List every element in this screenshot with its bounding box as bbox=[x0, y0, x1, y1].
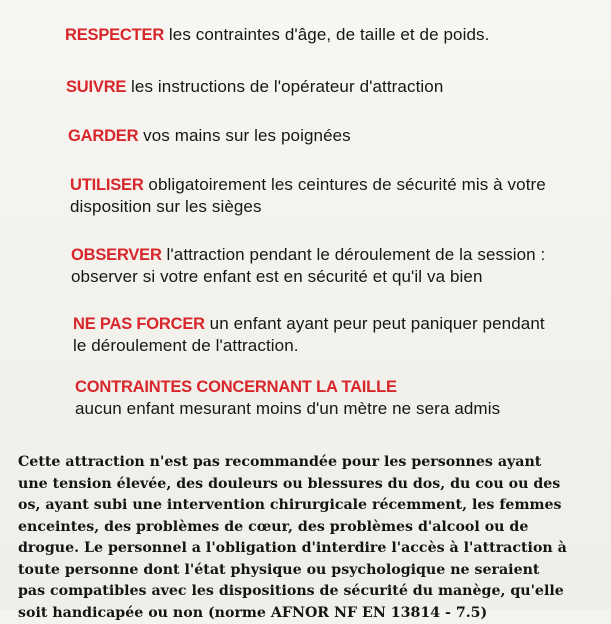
rule-line bbox=[75, 376, 500, 398]
rule-text-continued: le déroulement de l'attraction. bbox=[73, 335, 545, 356]
warning-line: Cette attraction n'est pas recommandée pour les personnes ayant bbox=[18, 452, 608, 474]
warning-line: toute personne dont l'état physique ou psychologique ne seraient bbox=[18, 560, 608, 582]
rule-line bbox=[68, 125, 351, 147]
rule-line bbox=[65, 24, 489, 46]
rule-keyword: RESPECTER bbox=[65, 26, 164, 44]
rule-line bbox=[66, 76, 443, 98]
rule-text: un enfant ayant peur peut paniquer pendant bbox=[205, 314, 545, 333]
rule-suivre bbox=[66, 76, 443, 98]
rule-text-continued: observer si votre enfant est en sécurité et qu'il va bien bbox=[71, 266, 545, 287]
warning-line: pas compatibles avec les dispositions de sécurité du manège, qu'elle bbox=[18, 581, 608, 603]
rule-text: vos mains sur les poignées bbox=[138, 126, 350, 145]
rule-text-continued: disposition sur les sièges bbox=[70, 196, 546, 217]
rule-keyword: CONTRAINTES CONCERNANT LA TAILLE bbox=[75, 378, 397, 396]
rule-observer bbox=[71, 244, 545, 287]
rule-contraintes-taille bbox=[75, 376, 500, 419]
rule-line bbox=[71, 244, 545, 266]
rule-text: les contraintes d'âge, de taille et de poids. bbox=[164, 25, 489, 44]
rule-keyword: GARDER bbox=[68, 127, 138, 145]
warning-line: soit handicapée ou non (norme AFNOR NF EN 13814 - 7.5) bbox=[18, 603, 608, 624]
warning-line: drogue. Le personnel a l'obligation d'interdire l'accès à l'attraction à bbox=[18, 538, 608, 560]
rule-text: obligatoirement les ceintures de sécurité mis à votre bbox=[144, 175, 546, 194]
rule-text-continued: aucun enfant mesurant moins d'un mètre ne sera admis bbox=[75, 398, 500, 419]
rule-utiliser bbox=[70, 174, 546, 217]
rule-respecter bbox=[65, 24, 489, 46]
rule-line bbox=[70, 174, 546, 196]
warning-line: os, ayant subi une intervention chirurgicale récemment, les femmes bbox=[18, 495, 608, 517]
warning-line: enceintes, des problèmes de cœur, des problèmes d'alcool ou de bbox=[18, 517, 608, 539]
warning-line: une tension élevée, des douleurs ou blessures du dos, du cou ou des bbox=[18, 474, 608, 496]
rule-keyword: SUIVRE bbox=[66, 78, 126, 96]
rule-text: l'attraction pendant le déroulement de la session : bbox=[162, 245, 546, 264]
rule-keyword: UTILISER bbox=[70, 176, 144, 194]
rule-keyword: NE PAS FORCER bbox=[73, 315, 205, 333]
warning-paragraph bbox=[18, 452, 608, 624]
rule-text: les instructions de l'opérateur d'attraction bbox=[126, 77, 443, 96]
rule-line bbox=[73, 313, 545, 335]
rule-keyword: OBSERVER bbox=[71, 246, 162, 264]
rule-garder bbox=[68, 125, 351, 147]
rule-ne-pas-forcer bbox=[73, 313, 545, 356]
